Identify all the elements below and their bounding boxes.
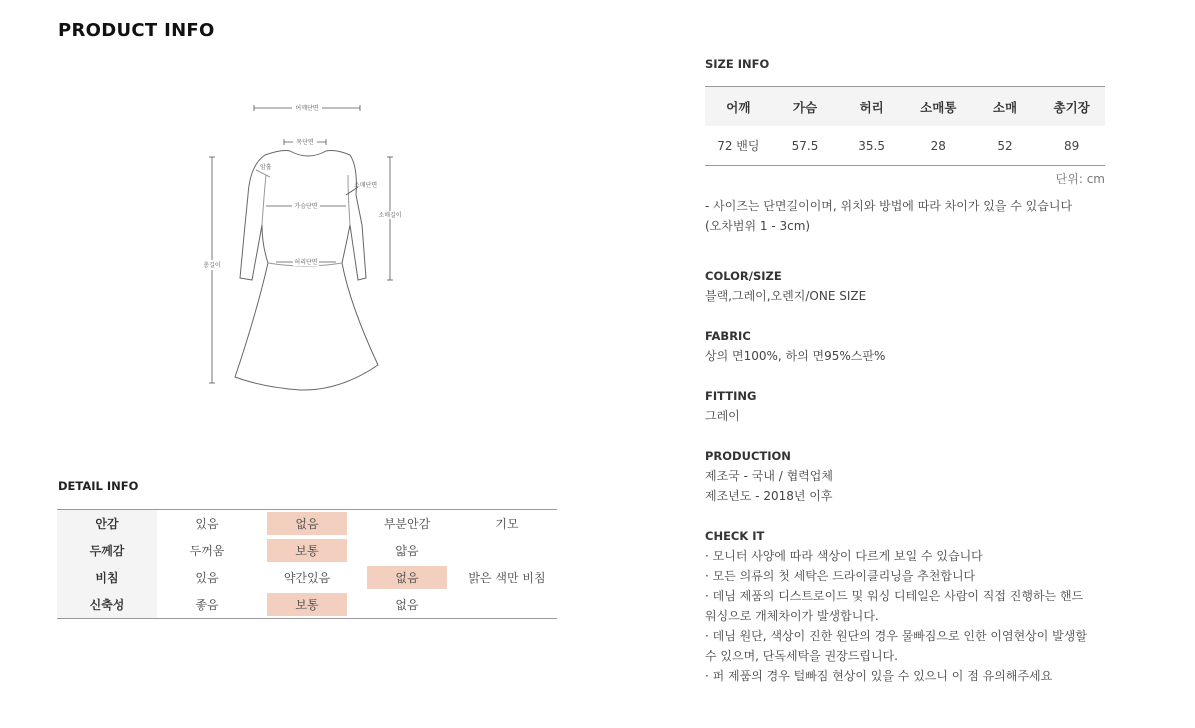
detail-option-cell	[157, 591, 257, 619]
check-it-line: · 모니터 사양에 따라 색상이 다르게 보일 수 있습니다	[705, 549, 983, 563]
size-header-cell: 소매	[972, 87, 1039, 127]
detail-option-cell	[257, 591, 357, 619]
detail-row-label: 비침	[57, 564, 157, 591]
size-note: (오차범위 1 - 3cm)	[705, 219, 811, 233]
detail-option: 없음	[395, 598, 419, 612]
detail-option	[467, 539, 547, 562]
detail-option-cell	[257, 564, 357, 591]
detail-row	[57, 510, 557, 538]
size-header-cell: 어깨	[705, 87, 772, 127]
size-header-row	[705, 87, 1105, 127]
detail-option-cell	[257, 510, 357, 538]
size-unit: 단위: cm	[1055, 172, 1105, 186]
detail-row-label: 안감	[57, 510, 157, 538]
detail-option-selected: 없음	[367, 566, 447, 589]
size-value-cell: 89	[1064, 138, 1080, 153]
check-it-section	[705, 526, 1125, 686]
size-info-title: SIZE INFO	[705, 57, 770, 71]
detail-option-cell	[157, 564, 257, 591]
detail-info-title: DETAIL INFO	[58, 479, 139, 493]
size-header-cell: 허리	[838, 87, 905, 127]
detail-option-cell	[157, 537, 257, 564]
detail-option: 부분안감	[383, 517, 431, 531]
detail-option-cell	[457, 591, 557, 619]
detail-option-selected: 보통	[267, 593, 347, 616]
detail-option-cell	[457, 564, 557, 591]
production-section	[705, 446, 1125, 506]
production-line: 제조년도 - 2018년 이후	[705, 489, 833, 503]
size-notes	[705, 196, 1125, 236]
size-value-cell: 35.5	[858, 138, 885, 153]
size-diagram	[190, 95, 430, 395]
fitting-title: FITTING	[705, 389, 757, 403]
detail-option: 얇음	[395, 544, 419, 558]
detail-info-table	[57, 509, 557, 619]
dress-illustration	[190, 95, 430, 395]
fabric-value: 상의 면100%, 하의 면95%스판%	[705, 349, 886, 363]
detail-option-cell	[157, 510, 257, 538]
size-value-cell: 28	[930, 138, 946, 153]
detail-option-selected: 보통	[267, 539, 347, 562]
size-note: - 사이즈는 단면길이이며, 위치와 방법에 따라 차이가 있을 수 있습니다	[705, 199, 1073, 213]
label-sleeve-length: 소매길이	[378, 212, 402, 219]
check-it-line: · 모든 의류의 첫 세탁은 드라이클리닝을 추천합니다	[705, 569, 976, 583]
size-header-cell: 소매통	[905, 87, 972, 127]
check-it-title: CHECK IT	[705, 529, 765, 543]
color-size-title: COLOR/SIZE	[705, 269, 782, 283]
detail-option-selected: 없음	[267, 512, 347, 535]
size-header-cell: 총기장	[1038, 87, 1105, 127]
production-line: 제조국 - 국내 / 협력업체	[705, 469, 833, 483]
check-it-line: · 퍼 제품의 경우 털빠짐 현상이 있을 수 있으니 이 점 유의해주세요	[705, 669, 1053, 683]
detail-row-label: 두께감	[57, 537, 157, 564]
detail-option-cell	[457, 537, 557, 564]
detail-option-cell	[357, 537, 457, 564]
color-size-value: 블랙,그레이,오렌지/ONE SIZE	[705, 289, 867, 303]
check-it-line: 수 있으며, 단독세탁을 권장드립니다.	[705, 649, 898, 663]
production-title: PRODUCTION	[705, 449, 791, 463]
fitting-value: 그레이	[705, 409, 740, 423]
page-title: PRODUCT INFO	[58, 20, 215, 41]
size-value-cell: 57.5	[791, 138, 819, 153]
detail-row	[57, 537, 557, 564]
detail-option-cell	[357, 564, 457, 591]
label-neck: 목단면	[296, 139, 314, 146]
check-it-line: 워싱으로 개체차이가 발생합니다.	[705, 609, 879, 623]
check-it-line: · 데님 원단, 색상이 진한 원단의 경우 물빠짐으로 인한 이염현상이 발생할	[705, 629, 1087, 643]
detail-option-cell	[457, 510, 557, 538]
fabric-title: FABRIC	[705, 329, 751, 343]
detail-option: 있음	[195, 571, 219, 585]
fitting-section	[705, 386, 1125, 426]
detail-row	[57, 564, 557, 591]
detail-option: 있음	[195, 517, 219, 531]
detail-option: 두꺼움	[189, 544, 225, 558]
size-header-cell: 가슴	[772, 87, 839, 127]
color-size-section	[705, 266, 1125, 306]
detail-option: 기모	[495, 517, 519, 531]
detail-option: 좋음	[195, 598, 219, 612]
label-chest: 가슴단면	[294, 203, 318, 210]
fabric-section	[705, 326, 1125, 366]
detail-option	[467, 593, 547, 616]
detail-row	[57, 591, 557, 619]
detail-option: 밝은 색만 비침	[468, 571, 546, 585]
size-value-cell: 72 밴딩	[717, 139, 760, 153]
detail-option: 약간있음	[283, 571, 331, 585]
label-armhole: 암홀	[260, 164, 272, 171]
label-shoulder: 어깨단면	[295, 105, 319, 112]
detail-row-label: 신축성	[57, 591, 157, 619]
detail-option-cell	[357, 591, 457, 619]
detail-option-cell	[257, 537, 357, 564]
label-total-length: 총길이	[203, 262, 221, 269]
check-it-line: · 데님 제품의 디스트로이드 및 워싱 디테일은 사람이 직접 진행하는 핸드	[705, 589, 1084, 603]
size-value-row	[705, 126, 1105, 166]
size-value-cell: 52	[997, 138, 1013, 153]
label-sleeve-width: 소매단면	[354, 182, 378, 189]
size-info-table	[705, 86, 1105, 166]
label-waist: 허리단면	[294, 259, 318, 266]
detail-option-cell	[357, 510, 457, 538]
